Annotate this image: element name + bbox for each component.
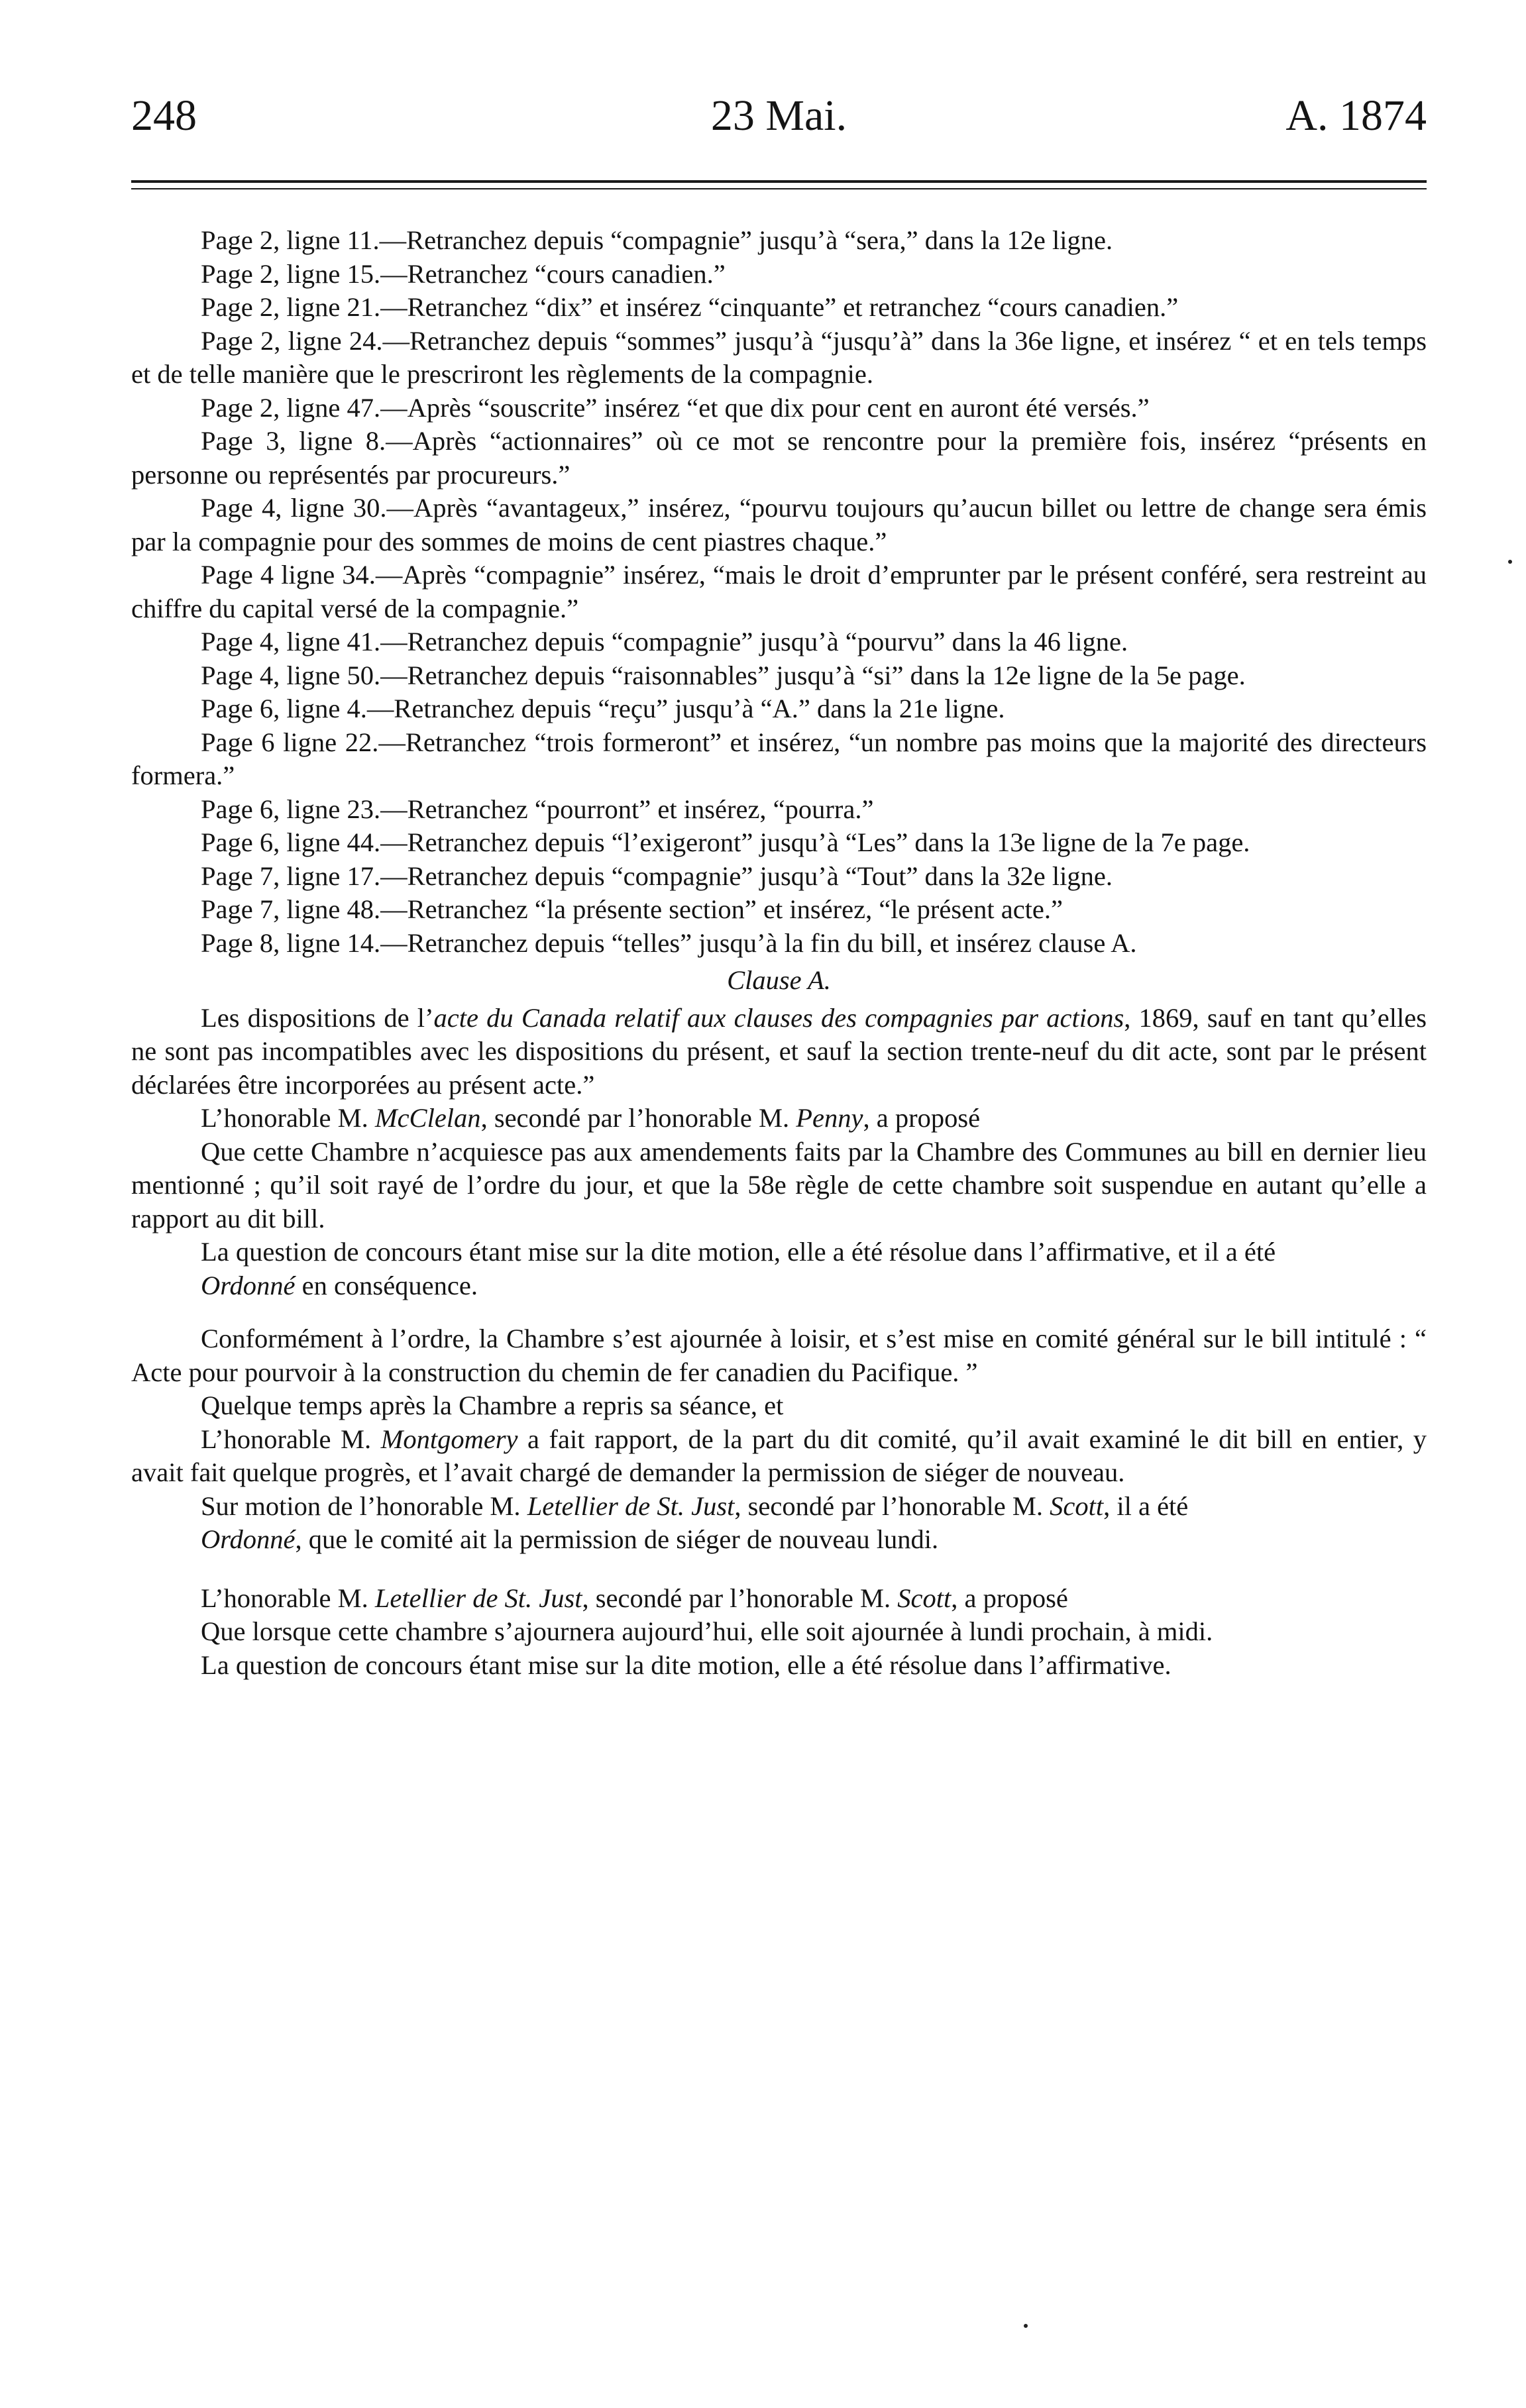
seconder-name: Penny [796,1103,863,1133]
motion2-text: Que lorsque cette chambre s’ajournera aujourd’hui, elle soit ajournée à lundi prochain, à midi. [201,1616,1213,1646]
committee-motion: Sur motion de l’honorable M. Letellier de St. Just, secondé par l’honorable M. Scott, il a été [201,1491,1189,1521]
amendment-item: Page 4, ligne 30.—Après “avantageux,” insérez, “pourvu toujours qu’aucun billet ou lettre de change sera émis par la compagnie pour des sommes de moins de cent piastres chaque.” [131,493,1427,556]
header-rule-thin [131,188,1427,189]
amendment-item: Page 7, ligne 48.—Retranchez “la présente section” et insérez, “le présent acte.” [201,894,1063,924]
print-speck [1508,560,1512,564]
amendment-item: Page 7, ligne 17.—Retranchez depuis “compagnie” jusqu’à “Tout” dans la 32e ligne. [201,861,1113,891]
mover-name: Letellier de St. Just [527,1491,735,1521]
motion1-result: La question de concours étant mise sur la dite motion, elle a été résolue dans l’affirmative, et il a été [201,1237,1276,1267]
page-header [131,79,1427,152]
mover-name: Letellier de St. Just [374,1583,582,1613]
print-speck [1024,2324,1028,2328]
amendment-item: Page 8, ligne 14.—Retranchez depuis “telles” jusqu’à la fin du bill, et insérez clause A. [201,927,1137,958]
committee-ordered: Ordonné, que le comité ait la permission de siéger de nouveau lundi. [201,1524,939,1554]
motion1-text: Que cette Chambre n’acquiesce pas aux amendements faits par la Chambre des Communes au bill en dernier lieu mentionné ; qu’il soit rayé de l’ordre du jour, et que la 58e règle de cette chambre soit suspendue en autant qu’elle a rapport au dit bill. [131,1136,1427,1233]
amendment-item: Page 2, ligne 11.—Retranchez depuis “compagnie” jusqu’à “sera,” dans la 12e ligne. [201,225,1113,255]
header-rule [131,180,1427,183]
amendment-item: Page 6 ligne 22.—Retranchez “trois formeront” et insérez, “un nombre pas moins que la majorité des directeurs formera.” [131,727,1427,790]
mover-name: McClelan [374,1103,481,1133]
clause-text: Les dispositions de l’acte du Canada relatif aux clauses des compagnies par actions, 1869, sauf en tant qu’elles ne sont pas incompatibles avec les dispositions du présent, et sauf la section trente-neuf du dit acte, sont par le présent déclarées être incorporées au présent acte.” [131,1002,1427,1100]
seconder-name: Scott [897,1583,952,1613]
amendment-item: Page 2, ligne 47.—Après “souscrite” insérez “et que dix pour cent en auront été versés.” [201,392,1150,423]
amendment-item: Page 2, ligne 21.—Retranchez “dix” et insérez “cinquante” et retranchez “cours canadien.” [201,292,1179,322]
committee-text: Conformément à l’ordre, la Chambre s’est ajournée à loisir, et s’est mise en comité général sur le bill intitulé : “ Acte pour pourvoir à la construction du chemin de fer canadien du Pacifique. ” [131,1324,1427,1387]
motion1-intro: L’honorable M. McClelan, secondé par l’honorable M. Penny, a proposé [201,1103,981,1133]
amendment-item: Page 4 ligne 34.—Après “compagnie” insérez, “mais le droit d’emprunter par le présent conféré, sera restreint au chiffre du capital versé de la compagnie.” [131,560,1427,623]
amendment-item: Page 3, ligne 8.—Après “actionnaires” où ce mot se rencontre pour la première fois, insérez “présents en personne ou représentés par procureurs.” [131,426,1427,490]
seconder-name: Scott [1050,1491,1104,1521]
amendments-list [131,224,1427,960]
act-title: acte du Canada relatif aux clauses des compagnies par actions [433,1002,1124,1033]
clause-heading: Clause A. [727,965,831,995]
reporter-name: Montgomery [380,1424,518,1454]
amendment-item: Page 4, ligne 50.—Retranchez depuis “raisonnables” jusqu’à “si” dans la 12e ligne de la 5e page. [201,660,1246,690]
header-date: 23 Mai. [710,91,847,140]
amendment-item: Page 6, ligne 23.—Retranchez “pourront” et insérez, “pourra.” [201,794,874,824]
amendment-item: Page 6, ligne 4.—Retranchez depuis “reçu” jusqu’à “A.” dans la 21e ligne. [201,694,1005,723]
committee-report: L’honorable M. Montgomery a fait rapport, de la part du dit comité, qu’il avait examiné le dit bill en entier, y avait fait quelque progrès, et l’avait chargé de demander la permission de siéger de nouveau. [131,1424,1427,1487]
amendment-item: Page 2, ligne 15.—Retranchez “cours canadien.” [201,258,726,289]
header-year: A. 1874 [1285,91,1427,140]
motion2-intro: L’honorable M. Letellier de St. Just, secondé par l’honorable M. Scott, a proposé [201,1583,1068,1613]
document-body [131,224,1427,1682]
committee-resume: Quelque temps après la Chambre a repris sa séance, et [201,1390,784,1420]
amendment-item: Page 4, ligne 41.—Retranchez depuis “compagnie” jusqu’à “pourvu” dans la 46 ligne. [201,627,1128,656]
amendment-item: Page 6, ligne 44.—Retranchez depuis “l’exigeront” jusqu’à “Les” dans la 13e ligne de la 7e page. [201,827,1250,857]
amendment-item: Page 2, ligne 24.—Retranchez depuis “sommes” jusqu’à “jusqu’à” dans la 36e ligne, et insérez “ et en tels temps et de telle manière que le prescriront les règlements de la compagnie. [131,325,1427,389]
motion2-result: La question de concours étant mise sur la dite motion, elle a été résolue dans l’affirmative. [201,1649,1172,1680]
motion1-ordered: Ordonné en conséquence. [201,1270,478,1300]
page-number: 248 [131,91,197,140]
